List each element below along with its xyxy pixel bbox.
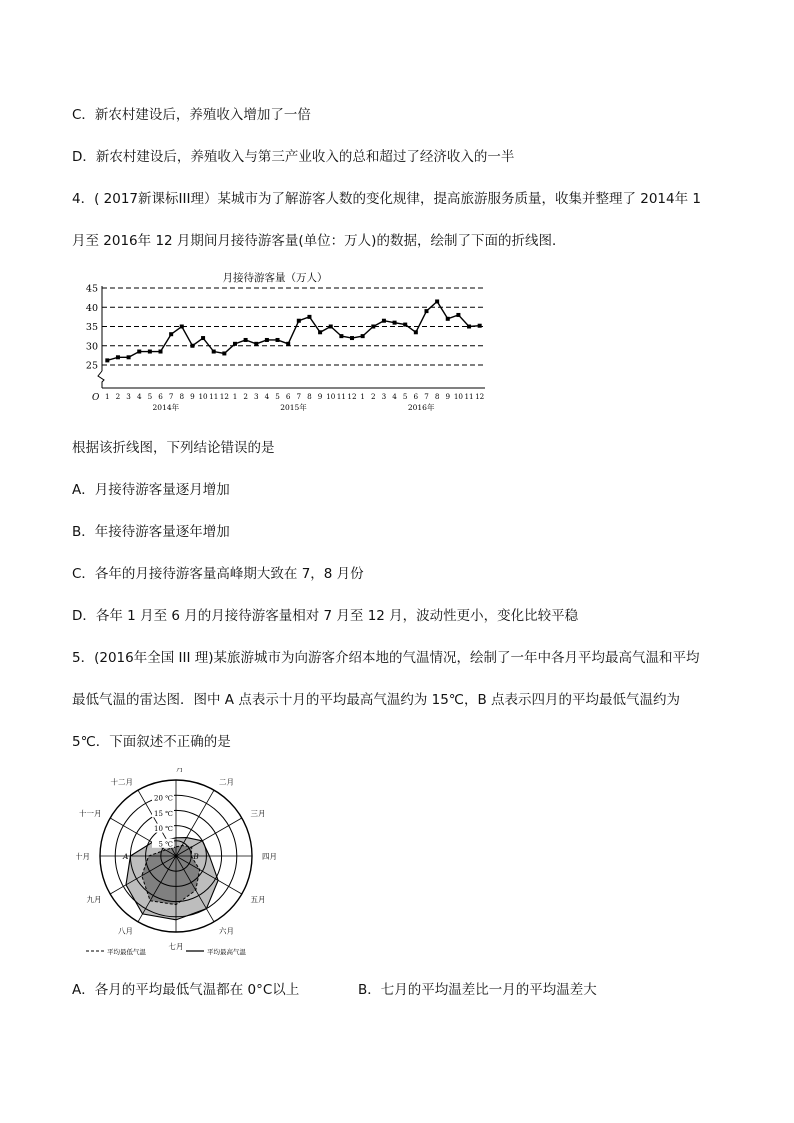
data-point [127,355,131,359]
data-point [233,342,237,346]
data-point [371,325,375,329]
x-tick-label: 1 [360,392,365,401]
x-tick-label: 4 [136,392,142,401]
x-tick-label: 5 [402,392,408,401]
x-tick-label: 4 [392,392,397,401]
x-tick-label: 11 [336,392,346,401]
month-label: 十月 [76,852,90,861]
x-tick-label: 2 [243,392,248,401]
month-label: 十二月 [110,777,133,787]
x-tick-label: 11 [464,392,474,401]
x-tick-label: 10 [326,392,336,401]
data-point [137,350,141,354]
data-point [318,330,322,334]
data-point [382,319,386,323]
data-point [276,338,280,342]
option-c-q4: C．各年的月接待游客量高峰期大致在 7，8 月份 [72,566,364,582]
data-point [148,350,152,354]
x-tick-label: 5 [147,392,153,401]
data-point [297,319,301,323]
x-tick-label: 3 [126,392,131,401]
question-5-line-2: 最低气温的雷达图．图中 A 点表示十月的平均最高气温约为 15℃，B 点表示四月的平均最低气温约为 [72,692,680,708]
x-tick-label: 6 [413,392,419,401]
data-point [424,309,428,313]
month-label: 七月 [168,942,184,951]
data-point [190,344,194,348]
x-tick-label: 1 [232,392,238,401]
x-tick-label: 9 [317,392,323,401]
option-d-q3: D．新农村建设后，养殖收入与第三产业收入的总和超过了经济收入的一半 [72,149,515,165]
x-tick-label: 2 [371,392,376,401]
month-label: 九月 [86,895,102,904]
question-4-line-2: 月至 2016年 12 月期间月接待游客量(单位：万人)的数据，绘制了下面的折线图． [72,233,566,249]
month-label: 十一月 [79,809,102,818]
x-tick-label: 3 [253,392,259,401]
data-point [201,336,205,340]
question-5-line-3: 5℃．下面叙述不正确的是 [72,734,231,750]
x-tick-label: 2 [115,392,121,401]
x-tick-label: 12 [347,392,357,401]
y-tick-label: 45 [86,283,98,295]
data-point [159,350,163,354]
ring-label: 20 ℃ [154,794,173,803]
month-label: 一月 [168,768,184,773]
option-a-q5: A．各月的平均最低气温都在 0°C以上 [72,982,300,998]
year-label: 2015年 [280,403,307,412]
x-tick-label: 10 [453,392,463,401]
data-point [169,332,173,336]
visitor-series-line [107,301,479,360]
data-point [222,351,226,355]
line-chart-svg [86,268,496,418]
legend-high-label: 平均最高气温 [207,948,246,956]
x-tick-label: 7 [168,392,174,401]
x-tick-label: 4 [264,392,270,401]
x-tick-label: 12 [475,392,485,401]
x-tick-label: 11 [209,392,219,401]
data-point [446,317,450,321]
data-point [307,315,311,319]
data-point [116,355,120,359]
x-tick-label: 6 [158,392,163,401]
month-label: 五月 [250,895,266,904]
data-point [414,330,418,334]
ring-label: 10 ℃ [154,825,173,834]
y-tick-label: 35 [86,322,98,333]
y-tick-label: 30 [86,341,98,353]
legend-low-label: 平均最低气温 [107,948,146,956]
data-point [254,342,258,346]
month-label: 四月 [262,852,276,861]
x-tick-label: 9 [445,392,451,401]
data-point [393,321,397,325]
data-point [478,324,482,328]
y-tick-label: 25 [86,360,98,372]
x-tick-label: 8 [434,392,440,401]
option-c-q3: C．新农村建设后，养殖收入增加了一倍 [72,107,311,123]
radar-chart-svg [76,768,276,964]
question-4-line-1: 4．( 2017新课标III理）某城市为了解游客人数的变化规律，提高旅游服务质量，收集并整理了 2014年 1 [72,191,701,207]
month-label: 三月 [250,809,266,818]
x-tick-label: 8 [307,392,312,401]
ring-label: 5 ℃ [158,840,173,849]
data-point [105,358,109,362]
x-tick-label: 3 [381,392,387,401]
tourist-line-chart [86,268,496,418]
x-tick-label: 7 [296,392,302,401]
x-tick-label: 6 [285,392,291,401]
month-label: 八月 [118,926,133,936]
option-b-q4: B．年接待游客量逐年增加 [72,524,230,540]
ring-label: 15 ℃ [154,809,173,818]
data-point [403,323,407,327]
data-point [467,325,471,329]
x-tick-label: 5 [275,392,280,401]
data-point [435,299,439,303]
data-point [212,350,216,354]
y-tick-label: 40 [86,302,98,314]
option-b-q5: B．七月的平均温差比一月的平均温差大 [358,982,597,998]
point-b-label: B [193,852,199,861]
question-4-prompt: 根据该折线图，下列结论错误的是 [72,440,275,456]
x-tick-label: 1 [105,392,110,401]
data-point [180,325,184,329]
month-label: 六月 [219,926,234,936]
origin-label: O [92,393,100,403]
temperature-radar-chart [76,768,276,964]
year-label: 2014年 [152,403,180,412]
data-point [265,338,269,342]
data-point [361,334,365,338]
data-point [244,338,248,342]
data-point [456,313,460,317]
data-point [329,325,333,329]
x-tick-label: 12 [219,392,229,401]
axis-break-mark [98,371,104,388]
data-point [286,342,290,346]
x-tick-label: 8 [179,392,185,401]
data-point [350,336,354,340]
x-tick-label: 9 [190,392,195,401]
chart-title: 月接待游客量（万人） [222,272,328,284]
option-a-q4: A．月接待游客量逐月增加 [72,482,230,498]
x-tick-label: 7 [424,392,429,401]
option-d-q4: D．各年 1 月至 6 月的月接待游客量相对 7 月至 12 月，波动性更小，变化比较平稳 [72,608,579,624]
radar-spoke [176,818,242,856]
month-label: 二月 [219,777,234,787]
data-point [339,334,343,338]
year-label: 2016年 [407,403,435,412]
point-a-label: A [122,852,129,861]
x-tick-label: 10 [198,392,208,401]
question-5-line-1: 5．(2016年全国 III 理)某旅游城市为向游客介绍本地的气温情况，绘制了一年中各月平均最高气温和平均 [72,650,700,666]
